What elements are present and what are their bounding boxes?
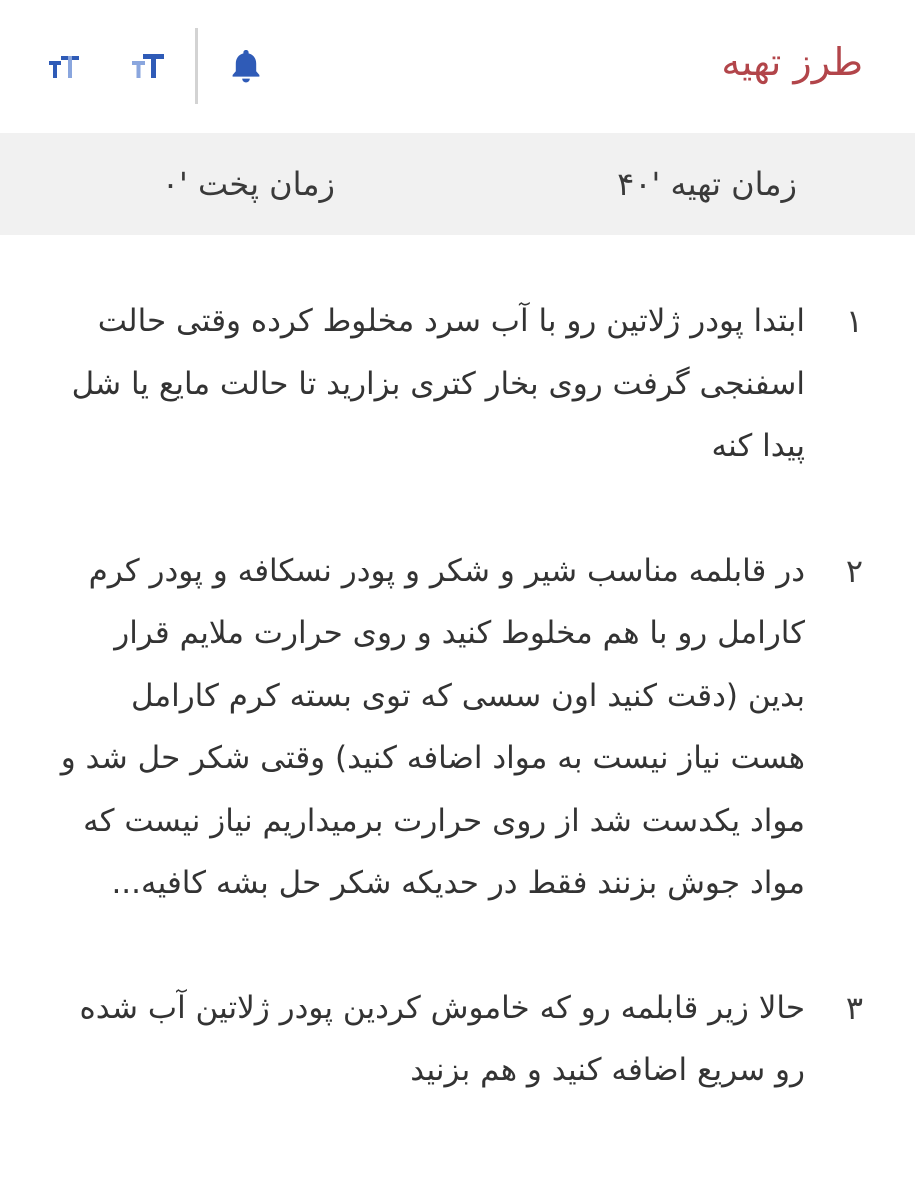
- header: [0, 0, 915, 133]
- step-number: ۲: [845, 551, 863, 590]
- decrease-text-size-button[interactable]: [41, 44, 85, 88]
- step-item: [0, 977, 915, 1102]
- page-title: طرز تهیه: [721, 40, 863, 84]
- text-size-increase-icon: [128, 46, 168, 86]
- increase-text-size-button[interactable]: [126, 44, 170, 88]
- step-number: ۳: [845, 988, 863, 1027]
- text-size-decrease-icon: [43, 46, 83, 86]
- step-item: [0, 290, 915, 478]
- step-item: [0, 540, 915, 915]
- step-number: ۱: [845, 302, 863, 340]
- bell-icon: [226, 46, 266, 86]
- notification-button[interactable]: [224, 44, 268, 88]
- steps-list: [0, 290, 915, 1102]
- step-text: ابتدا پودر ژلاتین رو با آب سرد مخلوط کرده وقتی حالت اسفنجی گرفت روی بخار کتری بزارید تا حالت مایع یا شل پیدا کنه: [71, 303, 805, 464]
- step-text: حالا زیر قابلمه رو که خاموش کردین پودر ژلاتین آب شده رو سریع اضافه کنید و هم بزنید: [79, 989, 805, 1088]
- step-text: در قابلمه مناسب شیر و شکر و پودر نسکافه و پودر کرم کارامل رو با هم مخلوط کنید و روی حرارت ملایم قرار بدین (دقت کنید اون سسی که توی بسته کرم کارامل هست نیاز نیست به مواد اضافه کنید) وقتی شکر حل شد و مواد یکدست شد از روی حرارت برمیداریم نیاز نیست که مواد جوش بزنند فقط در حدیکه شکر حل بشه کافیه...: [60, 552, 805, 901]
- time-info-bar: [0, 133, 915, 235]
- prep-time: زمان تهیه '۴۰: [617, 165, 797, 203]
- header-divider: [195, 28, 198, 104]
- cook-time: زمان پخت '۰: [161, 165, 335, 203]
